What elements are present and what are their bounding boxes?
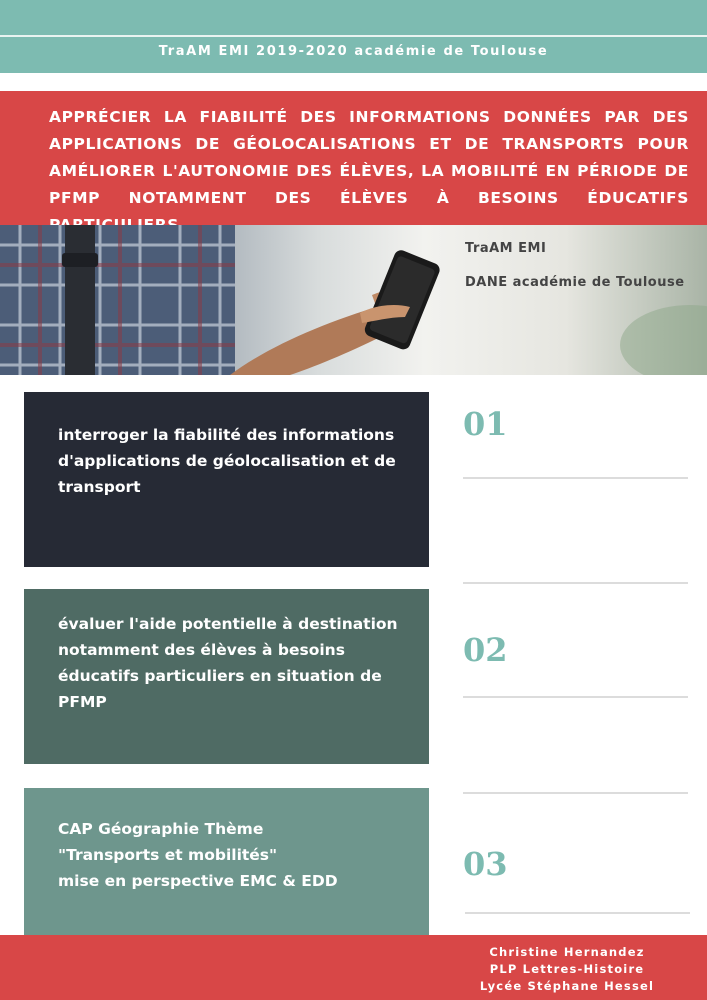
page-header-title: TraAM EMI 2019-2020 académie de Toulouse bbox=[158, 44, 549, 59]
divider-rule bbox=[463, 477, 688, 479]
objective-number-1: 01 bbox=[463, 405, 508, 443]
objective-card-3-text: CAP Géographie Thème "Transports et mobilités" mise en perspective EMC & EDD bbox=[58, 820, 338, 890]
author-role: PLP Lettres-Histoire bbox=[489, 962, 645, 976]
author-credits bbox=[467, 944, 667, 995]
photo-caption-organization: DANE académie de Toulouse bbox=[465, 275, 685, 290]
objective-number-2: 02 bbox=[463, 631, 508, 669]
divider-rule bbox=[463, 696, 688, 698]
author-school: Lycée Stéphane Hessel bbox=[479, 979, 655, 993]
objective-number-3: 03 bbox=[463, 845, 508, 883]
top-band bbox=[0, 0, 707, 73]
objective-card-1 bbox=[24, 392, 429, 567]
author-name: Christine Hernandez bbox=[489, 945, 645, 959]
objective-card-1-text: interroger la fiabilité des informations d'applications de géolocalisation et de transport bbox=[58, 426, 396, 496]
objective-card-2-text: évaluer l'aide potentielle à destination notamment des élèves à besoins éducatifs particuliers en situation de PFMP bbox=[58, 615, 398, 711]
divider-rule bbox=[463, 582, 688, 584]
divider-rule bbox=[463, 792, 688, 794]
divider-rule bbox=[465, 912, 690, 914]
top-band-divider bbox=[0, 35, 707, 37]
photo-caption-project: TraAM EMI bbox=[465, 241, 547, 256]
objective-card-2 bbox=[24, 589, 429, 764]
headline-text: APPRÉCIER LA FIABILITÉ DES INFORMATIONS DONNÉES PAR DES APPLICATIONS DE GÉOLOCALISATIONS ET DE TRANSPORTS POUR AMÉLIORER L'AUTONOMIE DES ÉLÈVES, LA MOBILITÉ EN PÉRIODE DE PFMP NOTAMMENT DES ÉLÈVES À BESOINS ÉDUCATIFS bbox=[49, 108, 689, 207]
hero-photo bbox=[0, 225, 707, 375]
